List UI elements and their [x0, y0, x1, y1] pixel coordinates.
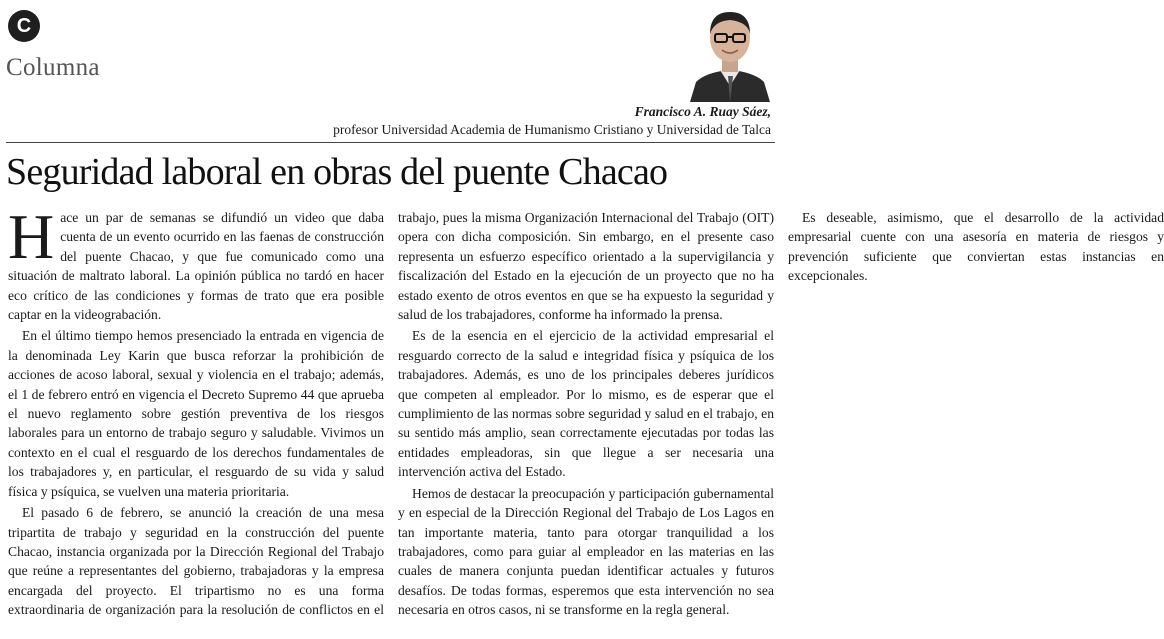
article-paragraph: Hemos de destacar la preocupación y participación gubernamental y en especial de la Dirección Regional del Trabajo de Los Lagos en tan importante materia, tanto para otorgar tranquilidad a los trabajadores, como para guiar al empleador en las materias en las cuales de manera conjunta puedan identificar actuales y futuros desafíos. De todas formas, esperemos que esta intervención no sea necesaria en otros casos, ni se transforme en la regla general.	[398, 485, 774, 618]
article-paragraph-text: ace un par de semanas se difundió un video que daba cuenta de un evento ocurrido en las faenas de construcción del puente Chacao, y que fue comunicado como una situación de maltrato laboral. La opinión pública no tardó en hacer eco crítico de las condiciones y formas de trato que era posible captar en la videograbación.	[8, 210, 384, 323]
dropcap-letter: H	[8, 201, 55, 272]
article-body	[8, 201, 1164, 636]
header-divider	[6, 142, 775, 143]
article-paragraph: Es de la esencia en el ejercicio de la actividad empresarial el resguardo correcto de la salud e integridad física y psíquica de los trabajadores. Además, es uno de los principales deberes jurídicos que competen al empleador. Por lo mismo, es de esperar que el cumplimiento de las normas sobre seguridad y salud en el trabajo, en su sentido más amplio, sean correctamente ejecutadas por todas las entidades empleadoras, sin que llegue a ser necesaria una intervención activa del Estado.	[398, 328, 774, 480]
section-label: Columna	[6, 54, 100, 81]
article-paragraph: Es deseable, asimismo, que el desarrollo de la actividad empresarial cuente con una asesoría en materia de riesgos y prevención suficiente que conviertan estas instancias en excepcionales.	[788, 210, 1164, 284]
author-role: profesor Universidad Academia de Humanismo Cristiano y Universidad de Talca	[333, 122, 771, 137]
article-paragraph: En el último tiempo hemos presenciado la entrada en vigencia de la denominada Ley Karin que busca reforzar la prohibición de acciones de acoso laboral, sexual y violencia en el trabajo; además, el 1 de febrero entró en vigencia el Decreto Supremo 44 que aprueba el nuevo reglamento sobre gestión preventiva de los riesgos laborales para un entorno de trabajo seguro y saludable. Vivimos un contexto en el cual el resguardo de los derechos fundamentales de los trabajadores y, en particular, el resguardo de su vida y salud física y psíquica, se vuelven una materia prioritaria.	[8, 328, 384, 499]
article-paragraph: El pasado 6 de febrero, se anunció la creación de una mesa tripartita de trabajo y seguridad en la construcción del puente Chacao, instancia organizada por la Dirección Regional del Trabajo que reúne a representantes del gobierno, trabajadoras y la empresa encargada del proyecto. El tripartismo no es una forma extraordinaria de organización para la resolución de conflictos en el trabajo, pues la misma Organización Internacional del Trabajo (OIT) opera con dicha composición. Sin embargo, en el presente caso representa un esfuerzo específico orientado a la supervigilancia y fiscalización del Estado en la ejecución de un proyecto que no ha estado exento de otros eventos en que se ha expuesto la seguridad y salud de los trabajadores, conforme ha informado la prensa.	[8, 210, 774, 618]
article-headline: Seguridad laboral en obras del puente Chacao	[6, 151, 668, 193]
author-name: Francisco A. Ruay Sáez,	[634, 104, 771, 119]
author-photo	[686, 4, 774, 102]
section-badge: C	[8, 10, 40, 42]
article-paragraph	[8, 201, 384, 324]
